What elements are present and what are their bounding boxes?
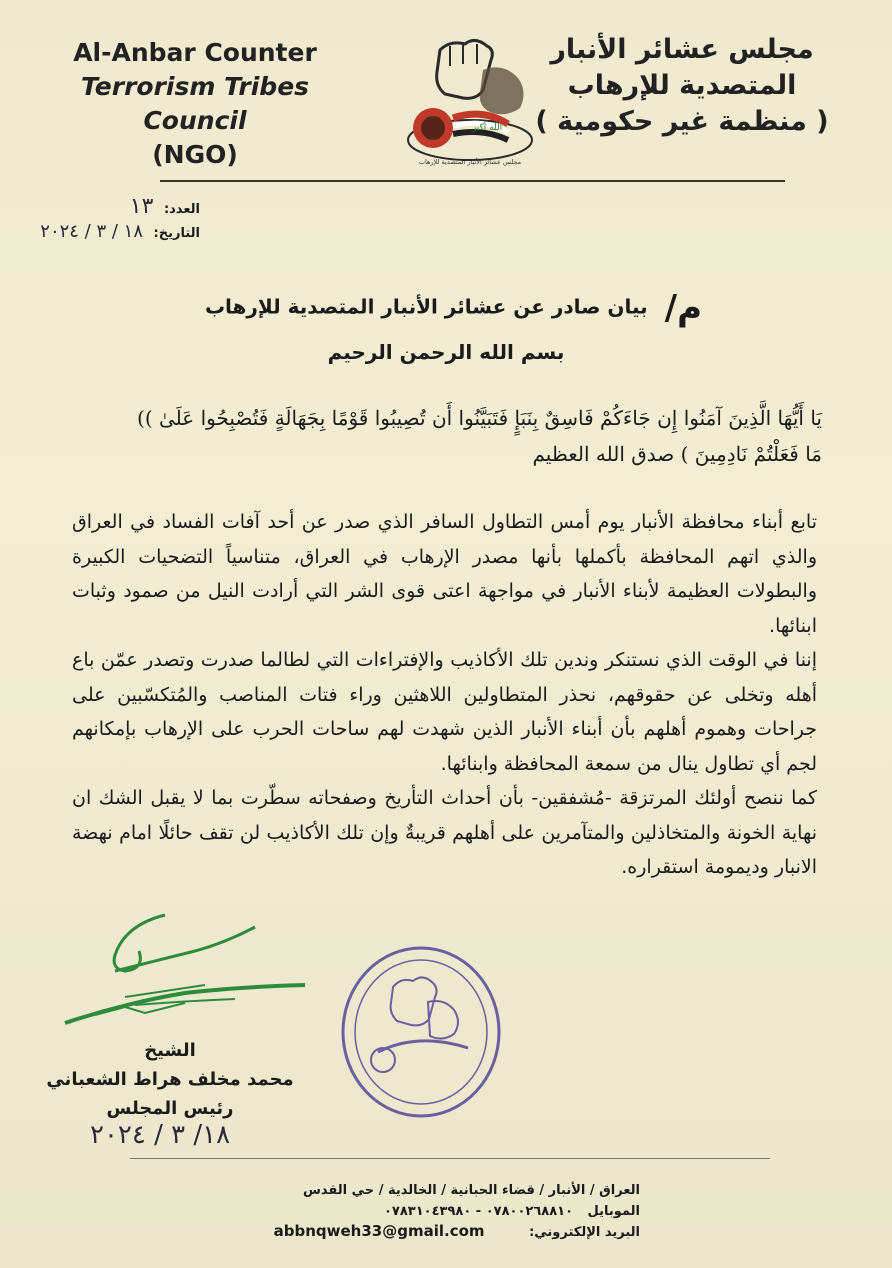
statement-body xyxy=(72,505,817,885)
english-header-line2: Terrorism Tribes Council xyxy=(80,72,310,135)
reference-date xyxy=(20,221,200,245)
basmala: بسم الله الرحمن الرحيم xyxy=(327,340,565,364)
logo-ring-text: مجلس عشائر الأنبار المتصدية للإرهاب xyxy=(418,158,522,166)
footer-email: abbnqweh33@gmail.com xyxy=(273,1222,485,1240)
footer-mobile xyxy=(250,1201,640,1222)
reference-meta xyxy=(20,196,200,245)
footer-address: العراق / الأنبار / قضاء الحبانية / الخالدية / حي القدس xyxy=(302,1183,640,1198)
subject-mark: م/ xyxy=(664,288,702,328)
header-divider xyxy=(160,180,785,182)
signature-date: ١٨/ ٣ / ٢٠٢٤ xyxy=(90,1120,231,1150)
footer-mobile-numbers: ٠٧٨٠٠٢٦٨٨١٠ - ٠٧٨٣١٠٤٣٩٨٠ xyxy=(384,1204,574,1219)
english-header xyxy=(30,36,360,172)
reference-number xyxy=(20,196,200,221)
official-stamp xyxy=(338,942,504,1122)
arabic-header xyxy=(532,32,832,140)
subject-line xyxy=(205,288,702,328)
arabic-header-line1: مجلس عشائر الأنبار xyxy=(550,34,814,65)
body-paragraph: كما ننصح أولئك المرتزقة -مُشفقين- بأن أحداث التأريخ وصفحاته سطّرت بما لا يقبل الشك ان نهاية الخونة والمتخاذلين والمتآمرين على أهلهم قريبةٌ وإن تلك الأكاذيب لن تقف حائلًا امام نهضة الانبار وديمومة استقراره. xyxy=(72,787,817,878)
reference-date-value: ١٨ / ٣ / ٢٠٢٤ xyxy=(40,221,143,242)
reference-number-label: العدد: xyxy=(163,202,200,217)
signatory-position: رئيس المجلس xyxy=(106,1098,234,1119)
signature-block xyxy=(40,1036,300,1123)
signatory-title: الشيخ xyxy=(144,1040,196,1061)
footer-divider xyxy=(130,1158,770,1159)
reference-number-value: ١٣ xyxy=(129,194,154,219)
arabic-header-line2: المتصدية للإرهاب xyxy=(567,70,797,101)
body-paragraph: تابع أبناء محافظة الأنبار يوم أمس التطاول السافر الذي صدر عن أحد آفات الفساد في العراق والذي اتهم المحافظة بأكملها بأنها مصدر الإرهاب في العراق، متناسياً التضحيات الكبيرة والبطولات العظيمة لأبناء الأنبار في مواجهة اعتى قوى الشر التي أرادت النيل من صمود وثبات ابنائها. xyxy=(72,511,817,637)
reference-date-label: التاريخ: xyxy=(153,226,200,241)
quran-verse xyxy=(72,400,822,472)
footer-contact xyxy=(250,1180,640,1222)
english-header-line1: Al-Anbar Counter xyxy=(73,38,317,67)
subject-text: بيان صادر عن عشائر الأنبار المتصدية للإرهاب xyxy=(204,294,648,319)
council-logo-icon xyxy=(395,30,545,170)
footer-mobile-label: الموبايل xyxy=(587,1204,640,1219)
verse-line1: يَا أَيُّهَا الَّذِينَ آمَنُوا إِن جَاءَكُمْ فَاسِقٌ بِنَبَإٍ فَتَبَيَّنُوا أَن تُصِيبُوا قَوْمًا بِجَهَالَةٍ فَتُصْبِحُوا عَلَىٰ )) xyxy=(137,406,822,430)
verse-line2: مَا فَعَلْتُمْ نَادِمِينَ ) صدق الله العظيم xyxy=(532,442,822,466)
handwritten-signature xyxy=(55,905,315,1035)
signatory-name: محمد مخلف هراط الشعباني xyxy=(46,1069,294,1090)
footer-email-label: البريد الإلكتروني: xyxy=(529,1225,640,1240)
english-header-line3: (NGO) xyxy=(152,140,238,169)
footer-email-row xyxy=(250,1222,640,1240)
body-paragraph: إننا في الوقت الذي نستنكر وندين تلك الأكاذيب والإفتراءات التي لطالما صدرت وتصدر عمّن باع أهله وتخلى عن حقوقهم، نحذر المتطاولين اللاهثين وراء فتات المناصب والمُتكسّبين على جراحات وهموم أهلهم بأن أبناء الأنبار الذين شهدت لهم ساحات الحرب على الإرهاب بإمكانهم لجم أي تطاول ينال من سمعة المحافظة وابنائها. xyxy=(72,649,817,775)
arabic-header-line3: ( منظمة غير حكومية ) xyxy=(535,106,829,137)
logo-emblem-text: الله أكبر xyxy=(471,123,503,133)
